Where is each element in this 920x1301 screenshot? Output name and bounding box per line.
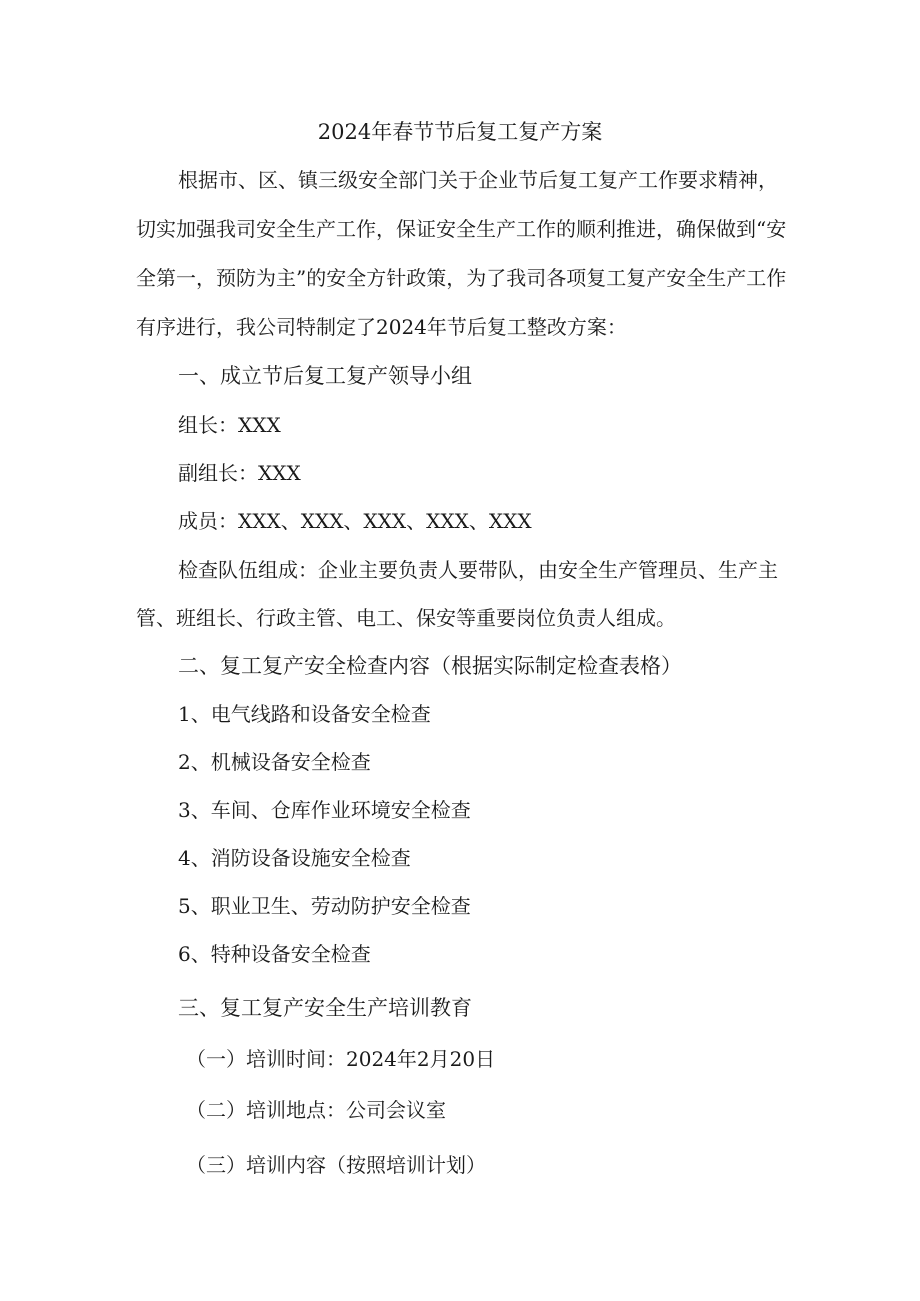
leader-line: 组长：XXX (178, 413, 281, 437)
section-1-heading: 一、成立节后复工复产领导小组 (178, 364, 472, 388)
check-item-6: 6、特种设备安全检查 (178, 942, 371, 966)
training-location: （二）培训地点：公司会议室 (186, 1098, 446, 1122)
intro-line-2: 切实加强我司安全生产工作，保证安全生产工作的顺利推进，确保做到“安 (136, 217, 787, 241)
team-line-2: 管、班组长、行政主管、电工、保安等重要岗位负责人组成。 (136, 606, 676, 630)
check-item-5: 5、职业卫生、劳动防护安全检查 (178, 894, 471, 918)
check-item-2: 2、机械设备安全检查 (178, 750, 371, 774)
check-item-3: 3、车间、仓库作业环境安全检查 (178, 798, 471, 822)
check-item-1: 1、电气线路和设备安全检查 (178, 702, 431, 726)
document-title: 2024年春节节后复工复产方案 (317, 120, 603, 144)
intro-line-4: 有序进行，我公司特制定了2024年节后复工整改方案： (136, 315, 627, 339)
section-3-heading: 三、复工复产安全生产培训教育 (178, 996, 472, 1020)
team-line-1: 检查队伍组成：企业主要负责人要带队，由安全生产管理员、生产主 (178, 558, 778, 582)
deputy-line: 副组长：XXX (178, 461, 301, 485)
check-item-4: 4、消防设备设施安全检查 (178, 846, 411, 870)
intro-line-3: 全第一，预防为主”的安全方针政策，为了我司各项复工复产安全生产工作 (136, 266, 787, 290)
section-2-heading: 二、复工复产安全检查内容（根据实际制定检查表格） (178, 654, 682, 678)
members-line: 成员：XXX、XXX、XXX、XXX、XXX (178, 509, 532, 533)
training-content: （三）培训内容（按照培训计划） (186, 1153, 486, 1177)
intro-line-1: 根据市、区、镇三级安全部门关于企业节后复工复产工作要求精神， (178, 168, 778, 192)
training-time: （一）培训时间：2024年2月20日 (186, 1047, 496, 1071)
